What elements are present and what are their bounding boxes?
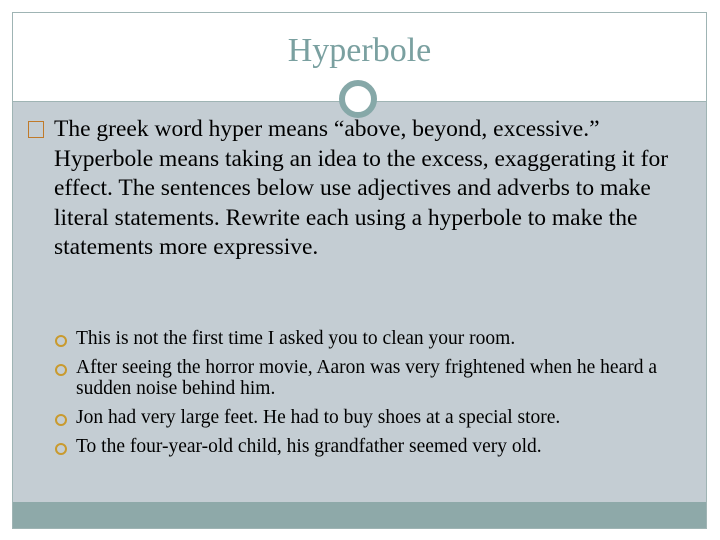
sub-bullet-item: [55, 329, 695, 350]
sub-bullet-item: [55, 358, 695, 399]
footer-bar: [13, 502, 706, 528]
sub-bullet-text: Jon had very large feet. He had to buy shoes at a special store.: [76, 407, 561, 429]
slide-title: Hyperbole: [287, 32, 432, 69]
ring-bullet-icon: [55, 335, 67, 347]
sub-bullet-list: [55, 329, 695, 458]
sub-bullet-text: This is not the first time I asked you to clean your room.: [76, 328, 516, 349]
main-bullet-text: The greek word hyper means “above, beyond, excessive.” Hyperbole means taking an idea to the excess, exaggerating it for effect. The sentences below use adjectives and adverbs to make literal statements. Rewrite each using a hyperbole to make the statements more expressive.: [54, 116, 669, 261]
main-bullet: [28, 115, 683, 263]
ring-bullet-icon: [55, 414, 67, 426]
sub-bullet-item: [55, 408, 695, 429]
sub-bullet-item: [55, 437, 695, 458]
divider-circle-icon: [339, 80, 377, 118]
box-bullet-icon: [28, 121, 44, 138]
ring-bullet-icon: [55, 443, 67, 455]
ring-bullet-icon: [55, 364, 67, 376]
sub-bullet-text: To the four-year-old child, his grandfather seemed very old.: [76, 436, 542, 458]
sub-bullet-text: After seeing the horror movie, Aaron was very frightened when he heard a sudden noise behind him.: [76, 357, 657, 399]
